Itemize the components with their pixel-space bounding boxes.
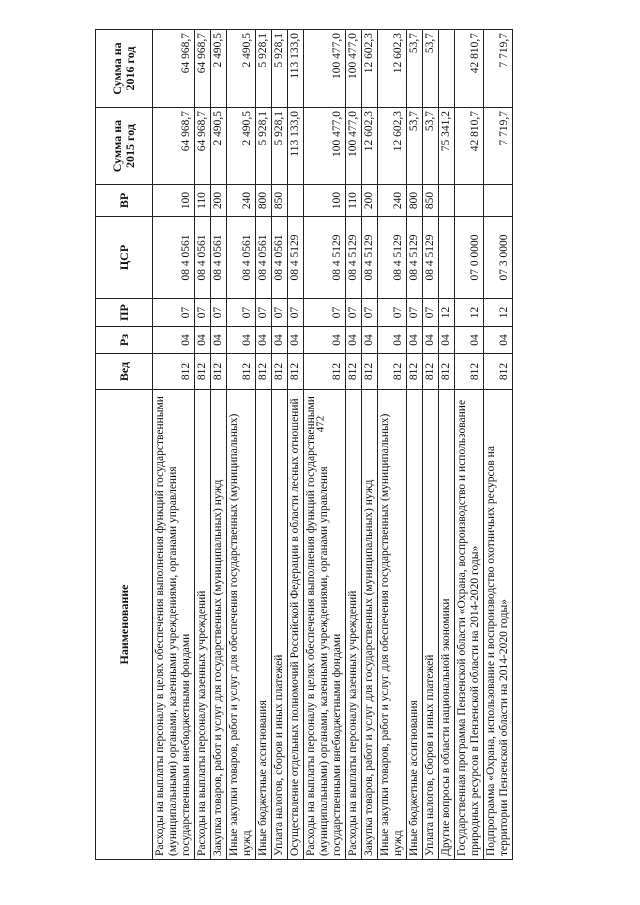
cell-pr: 07 [362, 299, 378, 327]
rotated-table-container [95, 30, 585, 860]
cell-ved: 812 [256, 354, 272, 390]
cell-ved: 812 [439, 354, 455, 390]
cell-sum-2015: 53,7 [407, 108, 423, 185]
cell-sum-2015: 5 928,1 [256, 108, 272, 185]
cell-sum-2015: 2 490,5 [227, 108, 256, 185]
cell-pr: 07 [195, 299, 211, 327]
cell-sum-2016: 64 968,7 [195, 30, 211, 108]
cell-rz: 04 [272, 327, 288, 354]
cell-ved: 812 [423, 354, 439, 390]
cell-pr: 07 [346, 299, 362, 327]
cell-ved: 812 [346, 354, 362, 390]
header-rz: Рз [96, 327, 153, 354]
page-number-text: 472 [314, 415, 326, 433]
cell-csr: 08 4 0561 [211, 217, 227, 299]
cell-vr: 800 [256, 185, 272, 217]
cell-sum-2016: 5 928,1 [272, 30, 288, 108]
cell-csr: 08 4 5129 [378, 217, 407, 299]
cell-csr: 07 3 0000 [484, 217, 513, 299]
cell-ved: 812 [378, 354, 407, 390]
cell-csr: 08 4 5129 [346, 217, 362, 299]
cell-rz: 04 [153, 327, 195, 354]
cell-csr: 08 4 0561 [195, 217, 211, 299]
cell-rz: 04 [227, 327, 256, 354]
cell-sum-2016: 5 928,1 [256, 30, 272, 108]
cell-name: Уплата налогов, сборов и иных платежей [272, 390, 288, 860]
header-pr: ПР [96, 299, 153, 327]
table-body [153, 30, 513, 860]
cell-name: Иные бюджетные ассигнования [407, 390, 423, 860]
cell-vr [455, 185, 484, 217]
cell-name: Уплата налогов, сборов и иных платежей [423, 390, 439, 860]
cell-name: Осуществление отдельных полномочий Российской Федерации в области лесных отношений [288, 390, 304, 860]
cell-pr: 07 [227, 299, 256, 327]
cell-ved: 812 [272, 354, 288, 390]
cell-name: Закупка товаров, работ и услуг для государственных (муниципальных) нужд [211, 390, 227, 860]
cell-name: Расходы на выплаты персоналу в целях обеспечения выполнения функций государственными (муниципальными) органами, казенными учреждениями, органами управления государственными внебюджетными фондами [304, 390, 346, 860]
cell-vr [484, 185, 513, 217]
cell-name: Иные бюджетные ассигнования [256, 390, 272, 860]
cell-vr: 800 [407, 185, 423, 217]
table-row [455, 30, 484, 860]
cell-sum-2016: 2 490,5 [211, 30, 227, 108]
cell-rz: 04 [484, 327, 513, 354]
header-csr: ЦСР [96, 217, 153, 299]
table-row [378, 30, 407, 860]
cell-sum-2016: 7 719,7 [484, 30, 513, 108]
cell-name: Расходы на выплаты персоналу казенных учреждений [195, 390, 211, 860]
cell-vr: 100 [304, 185, 346, 217]
header-sum-2015: Сумма на 2015 год [96, 108, 153, 185]
cell-csr: 08 4 5129 [304, 217, 346, 299]
cell-ved: 812 [484, 354, 513, 390]
cell-pr: 07 [256, 299, 272, 327]
cell-csr: 08 4 0561 [272, 217, 288, 299]
cell-name: Подпрограмма «Охрана, использование и воспроизводство охотничьих ресурсов на территории Пензенской области на 2014-2020 годы» [484, 390, 513, 860]
cell-vr: 850 [272, 185, 288, 217]
cell-ved: 812 [195, 354, 211, 390]
cell-sum-2016: 12 602,3 [362, 30, 378, 108]
cell-name: Расходы на выплаты персоналу казенных учреждений [346, 390, 362, 860]
cell-rz: 04 [288, 327, 304, 354]
table-row [153, 30, 195, 860]
cell-sum-2015: 42 810,7 [455, 108, 484, 185]
cell-rz: 04 [362, 327, 378, 354]
budget-table [95, 29, 513, 860]
cell-csr: 07 0 0000 [455, 217, 484, 299]
cell-ved: 812 [288, 354, 304, 390]
cell-sum-2015: 113 133,0 [288, 108, 304, 185]
table-row [346, 30, 362, 860]
cell-sum-2016: 113 133,0 [288, 30, 304, 108]
table-row [288, 30, 304, 860]
cell-pr: 07 [378, 299, 407, 327]
table-row [256, 30, 272, 860]
cell-sum-2015: 64 968,7 [153, 108, 195, 185]
cell-csr [439, 217, 455, 299]
table-row [272, 30, 288, 860]
cell-sum-2015: 100 477,0 [346, 108, 362, 185]
cell-name: Государственная программа Пензенской области «Охрана, воспроизводство и использование природных ресурсов в Пензенской области на 2014-2020 годы» [455, 390, 484, 860]
cell-csr: 08 4 5129 [423, 217, 439, 299]
cell-rz: 04 [378, 327, 407, 354]
cell-name: Иные закупки товаров, работ и услуг для обеспечения государственных (муниципальных) нужд [227, 390, 256, 860]
table-row [227, 30, 256, 860]
cell-sum-2016 [439, 30, 455, 108]
cell-sum-2015: 53,7 [423, 108, 439, 185]
cell-ved: 812 [455, 354, 484, 390]
table-row [195, 30, 211, 860]
cell-rz: 04 [304, 327, 346, 354]
cell-pr: 07 [288, 299, 304, 327]
cell-vr: 100 [153, 185, 195, 217]
cell-rz: 04 [346, 327, 362, 354]
cell-sum-2016: 100 477,0 [304, 30, 346, 108]
cell-csr: 08 4 0561 [256, 217, 272, 299]
cell-pr: 07 [272, 299, 288, 327]
cell-pr: 12 [484, 299, 513, 327]
cell-name: Расходы на выплаты персоналу в целях обеспечения выполнения функций государственными (муниципальными) органами, казенными учреждениями, органами управления государственными внебюджетными фондами [153, 390, 195, 860]
cell-pr: 12 [455, 299, 484, 327]
table-row [304, 30, 346, 860]
cell-csr: 08 4 5129 [362, 217, 378, 299]
cell-vr [288, 185, 304, 217]
cell-vr: 110 [195, 185, 211, 217]
cell-vr: 850 [423, 185, 439, 217]
cell-vr: 240 [227, 185, 256, 217]
cell-sum-2015: 2 490,5 [211, 108, 227, 185]
table-row [439, 30, 455, 860]
cell-pr: 07 [211, 299, 227, 327]
cell-vr: 200 [362, 185, 378, 217]
cell-sum-2016: 42 810,7 [455, 30, 484, 108]
header-sum-2016: Сумма на 2016 год [96, 30, 153, 108]
cell-sum-2015: 12 602,3 [378, 108, 407, 185]
cell-pr: 07 [304, 299, 346, 327]
cell-rz: 04 [439, 327, 455, 354]
cell-vr: 110 [346, 185, 362, 217]
cell-sum-2016: 64 968,7 [153, 30, 195, 108]
cell-name: Другие вопросы в области национальной экономики [439, 390, 455, 860]
cell-pr: 07 [153, 299, 195, 327]
cell-rz: 04 [423, 327, 439, 354]
cell-sum-2016: 2 490,5 [227, 30, 256, 108]
cell-sum-2015: 7 719,7 [484, 108, 513, 185]
table-row [484, 30, 513, 860]
table-header-row [96, 30, 153, 860]
header-name: Наименование [96, 390, 153, 860]
cell-csr: 08 4 0561 [227, 217, 256, 299]
table-row [423, 30, 439, 860]
cell-name: Иные закупки товаров, работ и услуг для обеспечения государственных (муниципальных) нужд [378, 390, 407, 860]
cell-name: Закупка товаров, работ и услуг для государственных (муниципальных) нужд [362, 390, 378, 860]
header-ved: Вед [96, 354, 153, 390]
cell-sum-2016: 12 602,3 [378, 30, 407, 108]
table-row [407, 30, 423, 860]
cell-pr: 12 [439, 299, 455, 327]
cell-sum-2015: 75 341,2 [439, 108, 455, 185]
cell-sum-2016: 53,7 [407, 30, 423, 108]
cell-sum-2015: 12 602,3 [362, 108, 378, 185]
header-vr: ВР [96, 185, 153, 217]
cell-ved: 812 [153, 354, 195, 390]
cell-csr: 08 4 5129 [288, 217, 304, 299]
cell-pr: 07 [407, 299, 423, 327]
cell-csr: 08 4 0561 [153, 217, 195, 299]
cell-pr: 07 [423, 299, 439, 327]
cell-ved: 812 [362, 354, 378, 390]
cell-sum-2015: 64 968,7 [195, 108, 211, 185]
cell-rz: 04 [256, 327, 272, 354]
cell-rz: 04 [195, 327, 211, 354]
cell-sum-2015: 100 477,0 [304, 108, 346, 185]
cell-ved: 812 [211, 354, 227, 390]
cell-vr: 200 [211, 185, 227, 217]
cell-rz: 04 [455, 327, 484, 354]
cell-vr [439, 185, 455, 217]
cell-vr: 240 [378, 185, 407, 217]
table-row [362, 30, 378, 860]
cell-rz: 04 [211, 327, 227, 354]
cell-ved: 812 [227, 354, 256, 390]
cell-sum-2016: 53,7 [423, 30, 439, 108]
cell-ved: 812 [304, 354, 346, 390]
cell-ved: 812 [407, 354, 423, 390]
table-row [211, 30, 227, 860]
cell-sum-2016: 100 477,0 [346, 30, 362, 108]
cell-rz: 04 [407, 327, 423, 354]
cell-sum-2015: 5 928,1 [272, 108, 288, 185]
cell-csr: 08 4 5129 [407, 217, 423, 299]
